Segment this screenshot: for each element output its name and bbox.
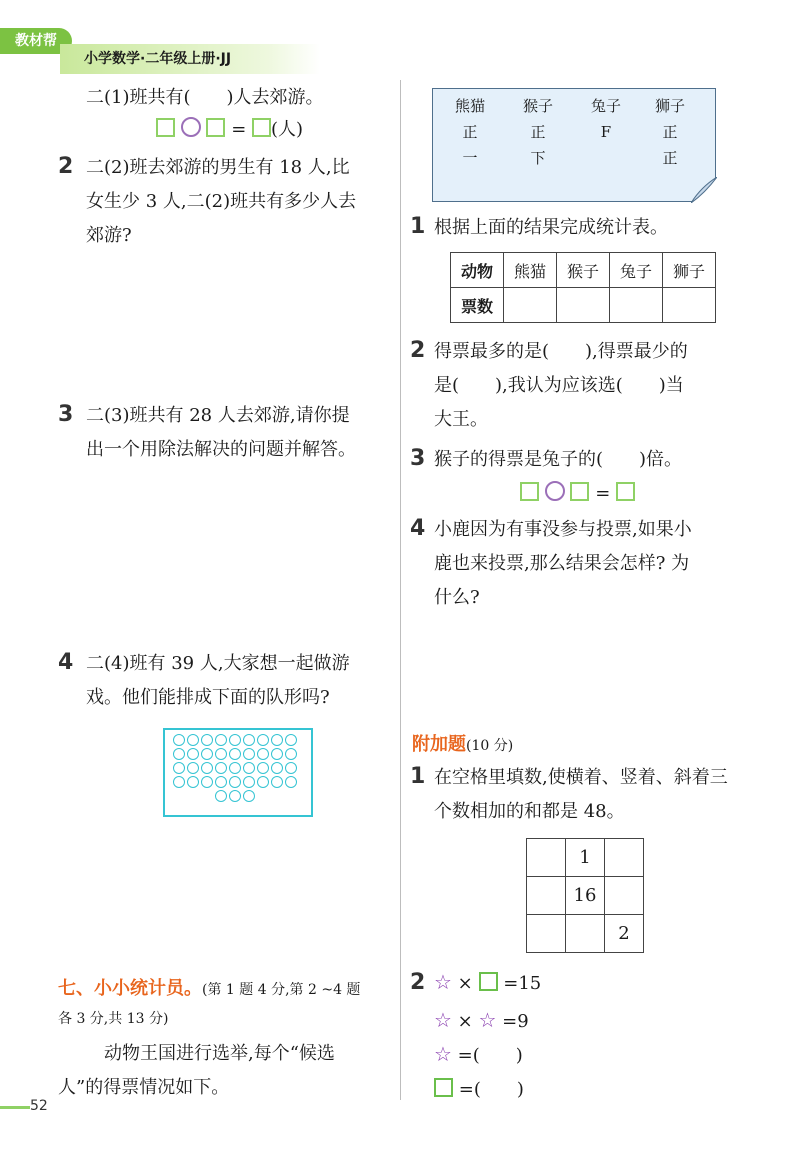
person-dot	[187, 748, 199, 760]
person-dot	[215, 762, 227, 774]
tally-col-lion	[645, 93, 695, 171]
tally-col-panda	[445, 93, 495, 171]
operator-circle[interactable]	[181, 117, 201, 137]
person-dot	[215, 776, 227, 788]
grid-cell[interactable]	[527, 839, 566, 877]
r-q3-equation	[520, 480, 635, 508]
person-dot	[257, 734, 269, 746]
page-number: 52	[30, 1098, 48, 1114]
star-icon: ☆	[478, 1008, 497, 1032]
bonus-eq-1	[434, 968, 541, 998]
person-dot	[201, 762, 213, 774]
stat-table	[450, 252, 716, 323]
brand-tag: 教材帮	[0, 28, 72, 54]
q2-number: 2	[58, 154, 74, 179]
person-dot	[243, 734, 255, 746]
answer-cell[interactable]	[663, 288, 716, 323]
tally-mark: F	[600, 123, 612, 141]
star-icon: ☆	[434, 1042, 452, 1066]
tally-mark: 正	[530, 123, 546, 141]
tally-mark: 正	[662, 123, 678, 141]
grid-cell[interactable]	[527, 915, 566, 953]
tally-mark: 正	[662, 149, 678, 167]
bonus-q1-line-2: 个数相加的和都是 48。	[434, 801, 625, 822]
answer-box[interactable]	[252, 118, 271, 137]
person-dot	[285, 762, 297, 774]
table-row	[527, 915, 644, 953]
q4-line-1: 二(4)班有 39 人,大家想一起做游	[86, 653, 350, 674]
person-dot	[187, 762, 199, 774]
operator-circle[interactable]	[545, 481, 565, 501]
tally-note	[432, 88, 716, 202]
person-dot	[257, 776, 269, 788]
q2-line-3: 郊游?	[86, 225, 132, 246]
r-q1-text: 根据上面的结果完成统计表。	[434, 217, 668, 238]
person-dot	[229, 790, 241, 802]
person-dot	[229, 776, 241, 788]
table-row	[527, 877, 644, 915]
page-number-bar	[0, 1106, 30, 1109]
person-dot	[173, 762, 185, 774]
grid-cell: 2	[605, 915, 644, 953]
person-dot	[173, 748, 185, 760]
table-row	[451, 288, 716, 323]
q2-line-1: 二(2)班去郊游的男生有 18 人,比	[86, 157, 350, 178]
grid-cell[interactable]	[605, 839, 644, 877]
q3-line-1: 二(3)班共有 28 人去郊游,请你提	[86, 405, 350, 426]
person-dot	[243, 748, 255, 760]
grid-cell: 16	[566, 877, 605, 915]
bonus-title: 附加题	[412, 734, 466, 755]
person-dot	[173, 776, 185, 788]
person-dot	[201, 748, 213, 760]
r-q4-line-3: 什么?	[434, 587, 480, 608]
person-dot	[271, 734, 283, 746]
times-sign: ×	[457, 973, 473, 994]
person-dot	[243, 776, 255, 788]
tally-mark: 下	[530, 149, 546, 167]
tally-col-rabbit	[581, 93, 631, 145]
eq2-result: =9	[502, 1011, 529, 1032]
tally-col-monkey	[513, 93, 563, 171]
r-q2-number: 2	[410, 338, 426, 363]
person-dot	[187, 776, 199, 788]
answer-cell[interactable]	[557, 288, 610, 323]
r-q3-text: 猴子的得票是兔子的( )倍。	[434, 449, 683, 470]
grid-cell[interactable]	[605, 877, 644, 915]
eq1-result: =15	[503, 973, 542, 994]
eq4-result[interactable]: =( )	[458, 1079, 524, 1100]
table-row	[527, 839, 644, 877]
person-dot	[243, 790, 255, 802]
bonus-q1-line-1: 在空格里填数,使横着、竖着、斜着三	[434, 767, 728, 788]
table-cell: 熊猫	[504, 253, 557, 288]
answer-cell[interactable]	[610, 288, 663, 323]
tally-name: 兔子	[590, 97, 621, 115]
person-dot	[229, 734, 241, 746]
person-dot	[243, 762, 255, 774]
unit-label: (人)	[271, 119, 304, 140]
person-dot	[187, 734, 199, 746]
q1-tail-line: 二(1)班共有( )人去郊游。	[86, 87, 324, 108]
equals-sign: =	[231, 119, 247, 140]
equals-sign: =	[595, 483, 611, 504]
r-q3-number: 3	[410, 446, 426, 471]
r-q4-line-2: 鹿也来投票,那么结果会怎样? 为	[434, 553, 690, 574]
table-cell: 动物	[451, 253, 504, 288]
r-q2-line-1: 得票最多的是( ),得票最少的	[434, 341, 688, 362]
square-icon	[434, 1078, 453, 1097]
section7-intro-2: 人”的得票情况如下。	[58, 1077, 230, 1098]
person-dot	[201, 734, 213, 746]
bonus-q1-number: 1	[410, 764, 426, 789]
answer-box[interactable]	[520, 482, 539, 501]
r-q1-number: 1	[410, 214, 426, 239]
bonus-eq-4	[434, 1076, 524, 1104]
person-dot	[285, 776, 297, 788]
grid-cell[interactable]	[566, 915, 605, 953]
answer-box[interactable]	[206, 118, 225, 137]
person-dot	[257, 762, 269, 774]
section7-title: 七、小小统计员。	[58, 978, 202, 999]
person-dot	[271, 776, 283, 788]
square-icon	[479, 972, 498, 991]
person-dot	[215, 734, 227, 746]
page-curl-icon	[691, 177, 717, 203]
q1-equation	[156, 116, 303, 144]
bonus-score: (10 分)	[466, 738, 514, 754]
table-cell: 猴子	[557, 253, 610, 288]
person-dot	[271, 762, 283, 774]
r-q2-line-3: 大王。	[434, 409, 488, 430]
person-dot	[271, 748, 283, 760]
person-dot	[285, 748, 297, 760]
answer-box[interactable]	[156, 118, 175, 137]
eq3-result[interactable]: =( )	[457, 1045, 523, 1066]
person-dot	[215, 748, 227, 760]
tally-name: 狮子	[654, 97, 685, 115]
grid-cell[interactable]	[527, 877, 566, 915]
formation-diagram	[163, 728, 313, 817]
grid-cell: 1	[566, 839, 605, 877]
answer-box[interactable]	[570, 482, 589, 501]
tally-mark: 正	[462, 123, 478, 141]
column-divider	[400, 80, 401, 1100]
q4-line-2: 戏。他们能排成下面的队形吗?	[86, 687, 330, 708]
r-q4-number: 4	[410, 516, 426, 541]
section7-score-1: (第 1 题 4 分,第 2 ~4 题	[202, 982, 361, 998]
r-q4-line-1: 小鹿因为有事没参与投票,如果小	[434, 519, 692, 540]
person-dot	[201, 776, 213, 788]
star-icon: ☆	[434, 970, 452, 994]
star-icon: ☆	[434, 1008, 452, 1032]
bonus-eq-3	[434, 1040, 523, 1070]
book-subject: 小学数学·二年级上册·JJ	[84, 51, 232, 67]
section7-heading	[58, 974, 360, 1000]
person-dot	[285, 734, 297, 746]
table-row	[451, 253, 716, 288]
table-cell: 兔子	[610, 253, 663, 288]
bonus-eq-2	[434, 1006, 529, 1036]
table-cell: 票数	[451, 288, 504, 323]
q2-line-2: 女生少 3 人,二(2)班共有多少人去	[86, 191, 357, 212]
table-cell: 狮子	[663, 253, 716, 288]
tally-name: 猴子	[522, 97, 553, 115]
q3-line-2: 出一个用除法解决的问题并解答。	[86, 439, 356, 460]
person-dot	[229, 748, 241, 760]
person-dot	[215, 790, 227, 802]
r-q2-line-2: 是( ),我认为应该选( )当	[434, 375, 684, 396]
section7-intro-1: 动物王国进行选举,每个“候选	[104, 1043, 335, 1064]
bonus-heading	[412, 730, 513, 756]
times-sign: ×	[457, 1011, 473, 1032]
magic-square	[526, 838, 644, 953]
q3-number: 3	[58, 402, 74, 427]
tally-name: 熊猫	[454, 97, 485, 115]
answer-cell[interactable]	[504, 288, 557, 323]
person-dot	[229, 762, 241, 774]
person-dot	[173, 734, 185, 746]
tally-mark: 一	[462, 149, 478, 167]
person-dot	[257, 748, 269, 760]
answer-box[interactable]	[616, 482, 635, 501]
section7-score-2: 各 3 分,共 13 分)	[58, 1011, 169, 1027]
q4-number: 4	[58, 650, 74, 675]
bonus-q2-number: 2	[410, 970, 426, 995]
